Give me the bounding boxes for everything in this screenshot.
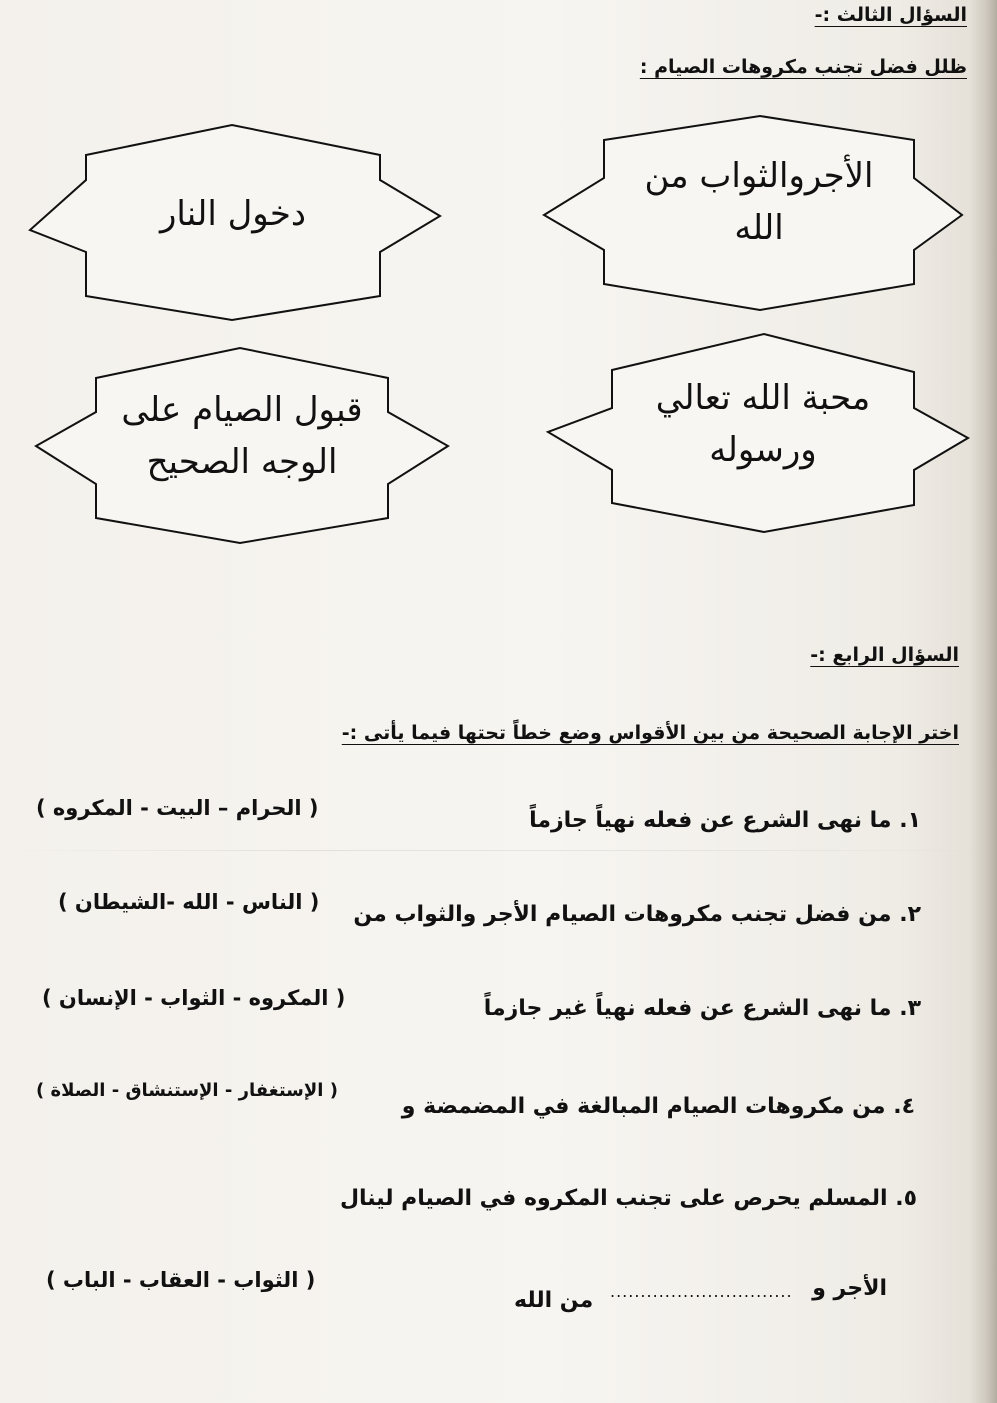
q4-item-5-prefix: الأجر و bbox=[812, 1276, 887, 1301]
star-card-2[interactable] bbox=[86, 188, 380, 240]
star-card-2-line1: دخول النار bbox=[159, 194, 307, 234]
q4-item-2-options[interactable]: ( الناس - الله -الشيطان ) bbox=[58, 890, 320, 914]
star-card-3[interactable] bbox=[612, 372, 914, 476]
q3-heading: السؤال الثالث :- bbox=[814, 4, 967, 26]
q4-item-5-suffix: من الله bbox=[514, 1288, 594, 1313]
answer-blank[interactable]: .............................. bbox=[610, 1282, 793, 1301]
q4-item-5-options[interactable]: ( الثواب - العقاب - الباب ) bbox=[46, 1268, 316, 1292]
star-card-3-line2: ورسوله bbox=[709, 430, 817, 470]
q4-item-1-question: ١. ما نهى الشرع عن فعله نهياً جازماً bbox=[529, 808, 921, 833]
star-card-4-line1: قبول الصيام على bbox=[121, 390, 363, 430]
q4-item-1-options[interactable]: ( الحرام – البيت - المكروه ) bbox=[36, 796, 319, 820]
star-card-1-line2: الله bbox=[734, 208, 784, 248]
star-card-3-line1: محبة الله تعالي bbox=[655, 378, 871, 418]
q4-item-4-options[interactable]: ( الإستغفار - الإستنشاق - الصلاة ) bbox=[36, 1080, 338, 1101]
q4-item-3-options[interactable]: ( المكروه - الثواب - الإنسان ) bbox=[42, 986, 346, 1010]
q4-heading: السؤال الرابع :- bbox=[810, 644, 959, 666]
q4-item-5-question: ٥. المسلم يحرص على تجنب المكروه في الصيام لينال bbox=[339, 1186, 917, 1211]
star-card-4-line2: الوجه الصحيح bbox=[146, 442, 338, 482]
q4-item-3-question: ٣. ما نهى الشرع عن فعله نهياً غير جازماً bbox=[483, 996, 921, 1021]
star-card-1[interactable] bbox=[604, 150, 914, 254]
q4-instruction: اختر الإجابة الصحيحة من بين الأقواس وضع خطاً تحتها فيما يأتى :- bbox=[341, 722, 959, 744]
star-shapes bbox=[0, 0, 997, 600]
q3-instruction: ظلل فضل تجنب مكروهات الصيام : bbox=[639, 56, 967, 78]
q4-item-2-question: ٢. من فضل تجنب مكروهات الصيام الأجر والثواب من bbox=[353, 902, 921, 927]
paper-fold-line bbox=[0, 850, 997, 851]
q4-item-4-question: ٤. من مكروهات الصيام المبالغة في المضمضة و bbox=[401, 1094, 915, 1119]
star-card-4[interactable] bbox=[96, 384, 388, 488]
star-card-1-line1: الأجروالثواب من bbox=[644, 156, 874, 196]
